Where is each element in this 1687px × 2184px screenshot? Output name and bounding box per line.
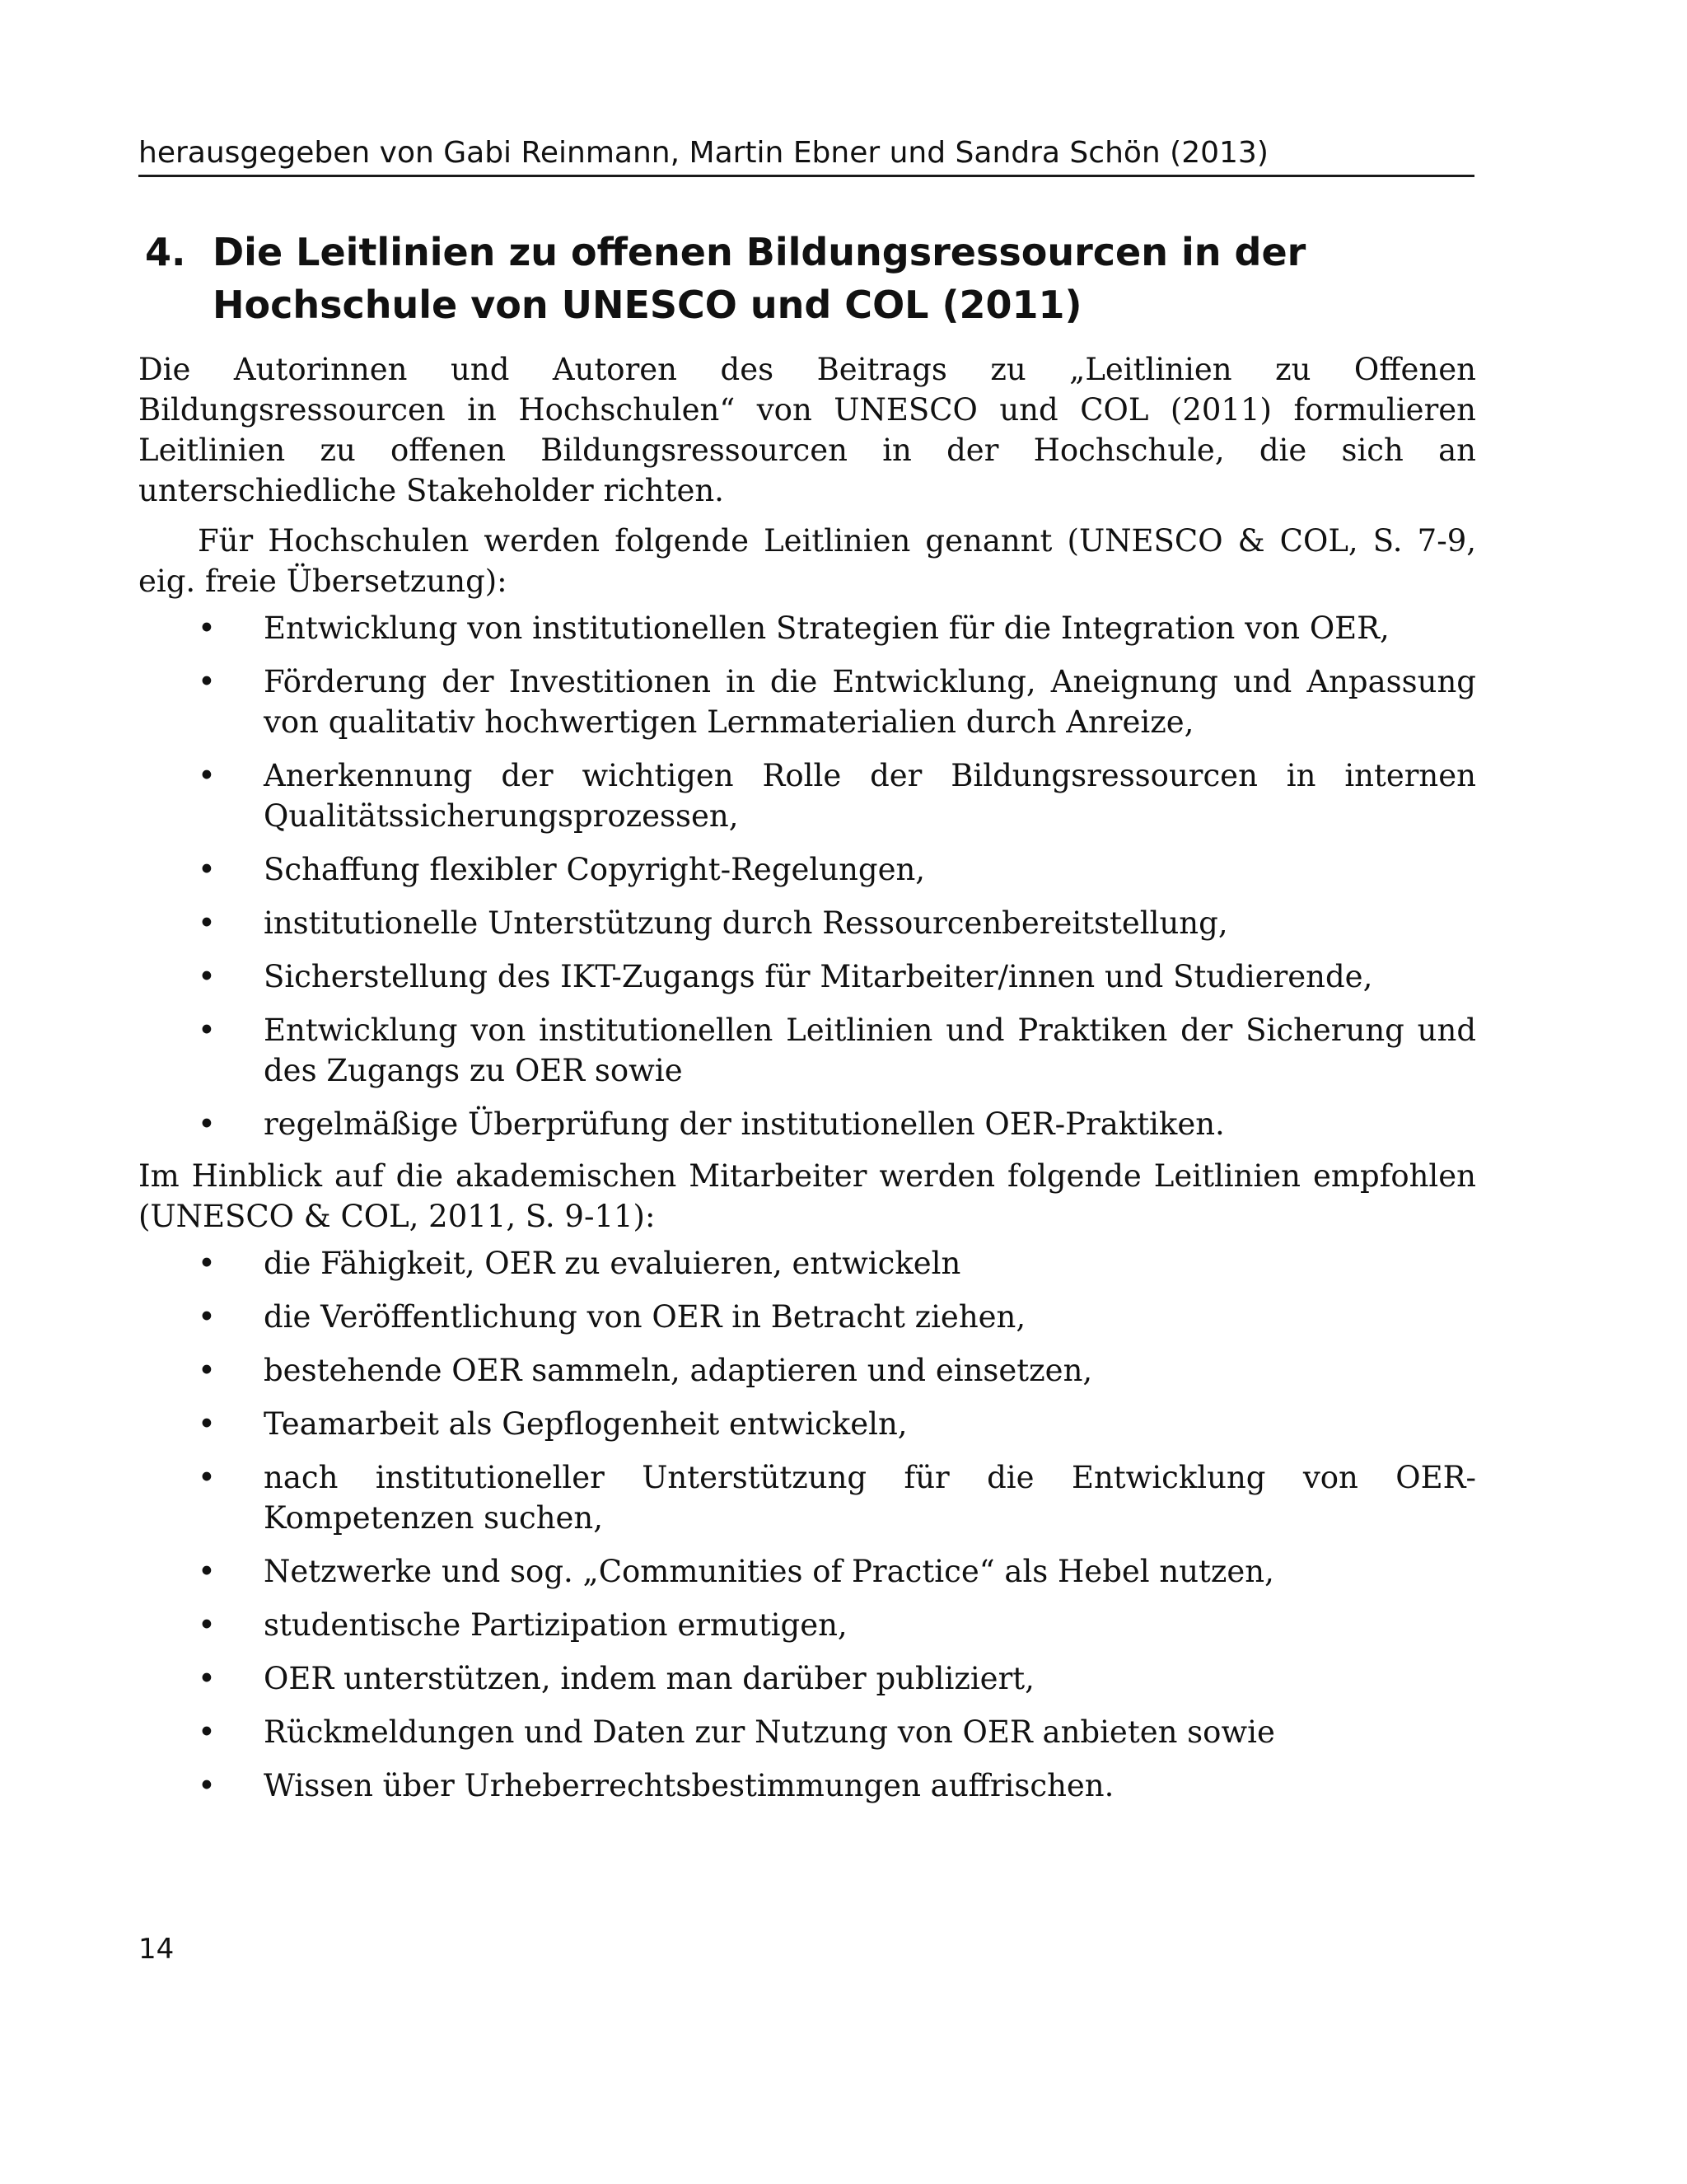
list-item-text: Netzwerke und sog. „Communities of Practice“ als Hebel nutzen, xyxy=(264,1554,1274,1589)
institution-guidelines-list xyxy=(138,608,1476,1144)
list-item xyxy=(138,1605,1476,1645)
bullet-icon: • xyxy=(198,1661,216,1696)
institutions-paragraph: Für Hochschulen werden folgende Leitlinien genannt (UNESCO & COL, S. 7-9, eig. freie Übersetzung): xyxy=(138,523,1476,599)
list-item-text: Sicherstellung des IKT-Zugangs für Mitarbeiter/innen und Studierende, xyxy=(264,959,1373,994)
list-item-text: nach institutioneller Unterstützung für die Entwicklung von OER-Kompetenzen suchen, xyxy=(264,1460,1476,1536)
bullet-icon: • xyxy=(198,1106,216,1142)
bullet-icon: • xyxy=(198,1353,216,1388)
list-item xyxy=(138,1712,1476,1752)
list-item xyxy=(138,1104,1476,1144)
bullet-icon: • xyxy=(198,905,216,941)
list-item-text: Teamarbeit als Gepflogenheit entwickeln, xyxy=(264,1406,908,1442)
intro-paragraph: Die Autorinnen und Autoren des Beitrags zu „Leitlinien zu Offenen Bildungsressourcen in Hochschulen“ von UNESCO und COL (2011) formulieren Leitlinien zu offenen Bildungsressourcen in der Hochschule, die sich an unterschiedliche Stakeholder richten. xyxy=(138,352,1476,508)
list-item-text: Förderung der Investitionen in die Entwicklung, Aneignung und Anpassung von qualitativ hochwertigen Lernmaterialien durch Anreize, xyxy=(264,664,1476,740)
header-rule xyxy=(138,175,1474,177)
bullet-icon: • xyxy=(198,1012,216,1048)
list-item xyxy=(138,849,1476,890)
list-item xyxy=(138,1297,1476,1337)
running-header: herausgegeben von Gabi Reinmann, Martin Ebner und Sandra Schön (2013) xyxy=(138,136,1269,170)
list-item xyxy=(138,608,1476,648)
list-item-text: Anerkennung der wichtigen Rolle der Bildungsressourcen in internen Qualitätssicherungsprozessen, xyxy=(264,758,1476,834)
body-text xyxy=(138,349,1476,1806)
list-item-text: studentische Partizipation ermutigen, xyxy=(264,1607,848,1643)
bullet-icon: • xyxy=(198,610,216,646)
bullet-icon: • xyxy=(198,758,216,793)
list-item-text: Rückmeldungen und Daten zur Nutzung von OER anbieten sowie xyxy=(264,1714,1275,1750)
bullet-icon: • xyxy=(198,1299,216,1335)
list-item-text: institutionelle Unterstützung durch Ressourcenbereitstellung, xyxy=(264,905,1228,941)
bullet-icon: • xyxy=(198,1460,216,1495)
bullet-icon: • xyxy=(198,959,216,994)
list-item xyxy=(138,1010,1476,1091)
bullet-icon: • xyxy=(198,1246,216,1281)
list-item xyxy=(138,662,1476,742)
list-item-text: Wissen über Urheberrechtsbestimmungen auffrischen. xyxy=(264,1768,1115,1803)
list-item xyxy=(138,1243,1476,1284)
list-item xyxy=(138,1404,1476,1444)
page-number: 14 xyxy=(138,1933,175,1966)
list-item-text: die Veröffentlichung von OER in Betracht ziehen, xyxy=(264,1299,1026,1335)
list-item-text: regelmäßige Überprüfung der institutionellen OER-Praktiken. xyxy=(264,1106,1225,1142)
list-item xyxy=(138,1765,1476,1806)
bullet-icon: • xyxy=(198,664,216,699)
list-item-text: OER unterstützen, indem man darüber publiziert, xyxy=(264,1661,1035,1696)
section-number: 4. xyxy=(145,230,186,274)
bullet-icon: • xyxy=(198,1554,216,1589)
list-item xyxy=(138,1658,1476,1699)
list-item-text: Entwicklung von institutionellen Strategien für die Integration von OER, xyxy=(264,610,1390,646)
list-item-text: die Fähigkeit, OER zu evaluieren, entwickeln xyxy=(264,1246,961,1281)
list-item xyxy=(138,956,1476,997)
bullet-icon: • xyxy=(198,1607,216,1643)
bullet-icon: • xyxy=(198,1406,216,1442)
staff-guidelines-list xyxy=(138,1243,1476,1806)
list-item-text: Entwicklung von institutionellen Leitlinien und Praktiken der Sicherung und des Zugangs zu OER sowie xyxy=(264,1012,1476,1088)
bullet-icon: • xyxy=(198,1768,216,1803)
list-item-text: Schaffung flexibler Copyright-Regelungen, xyxy=(264,852,926,887)
list-item xyxy=(138,903,1476,943)
bullet-icon: • xyxy=(198,852,216,887)
list-item xyxy=(138,755,1476,836)
list-item xyxy=(138,1551,1476,1592)
bullet-icon: • xyxy=(198,1714,216,1750)
list-item-text: bestehende OER sammeln, adaptieren und einsetzen, xyxy=(264,1353,1093,1388)
section-title: Die Leitlinien zu offenen Bildungsressourcen in der Hochschule von UNESCO und COL (2011) xyxy=(213,230,1306,327)
list-item xyxy=(138,1350,1476,1391)
staff-paragraph: Im Hinblick auf die akademischen Mitarbeiter werden folgende Leitlinien empfohlen (UNESCO & COL, 2011, S. 9-11): xyxy=(138,1158,1476,1234)
list-item xyxy=(138,1457,1476,1538)
